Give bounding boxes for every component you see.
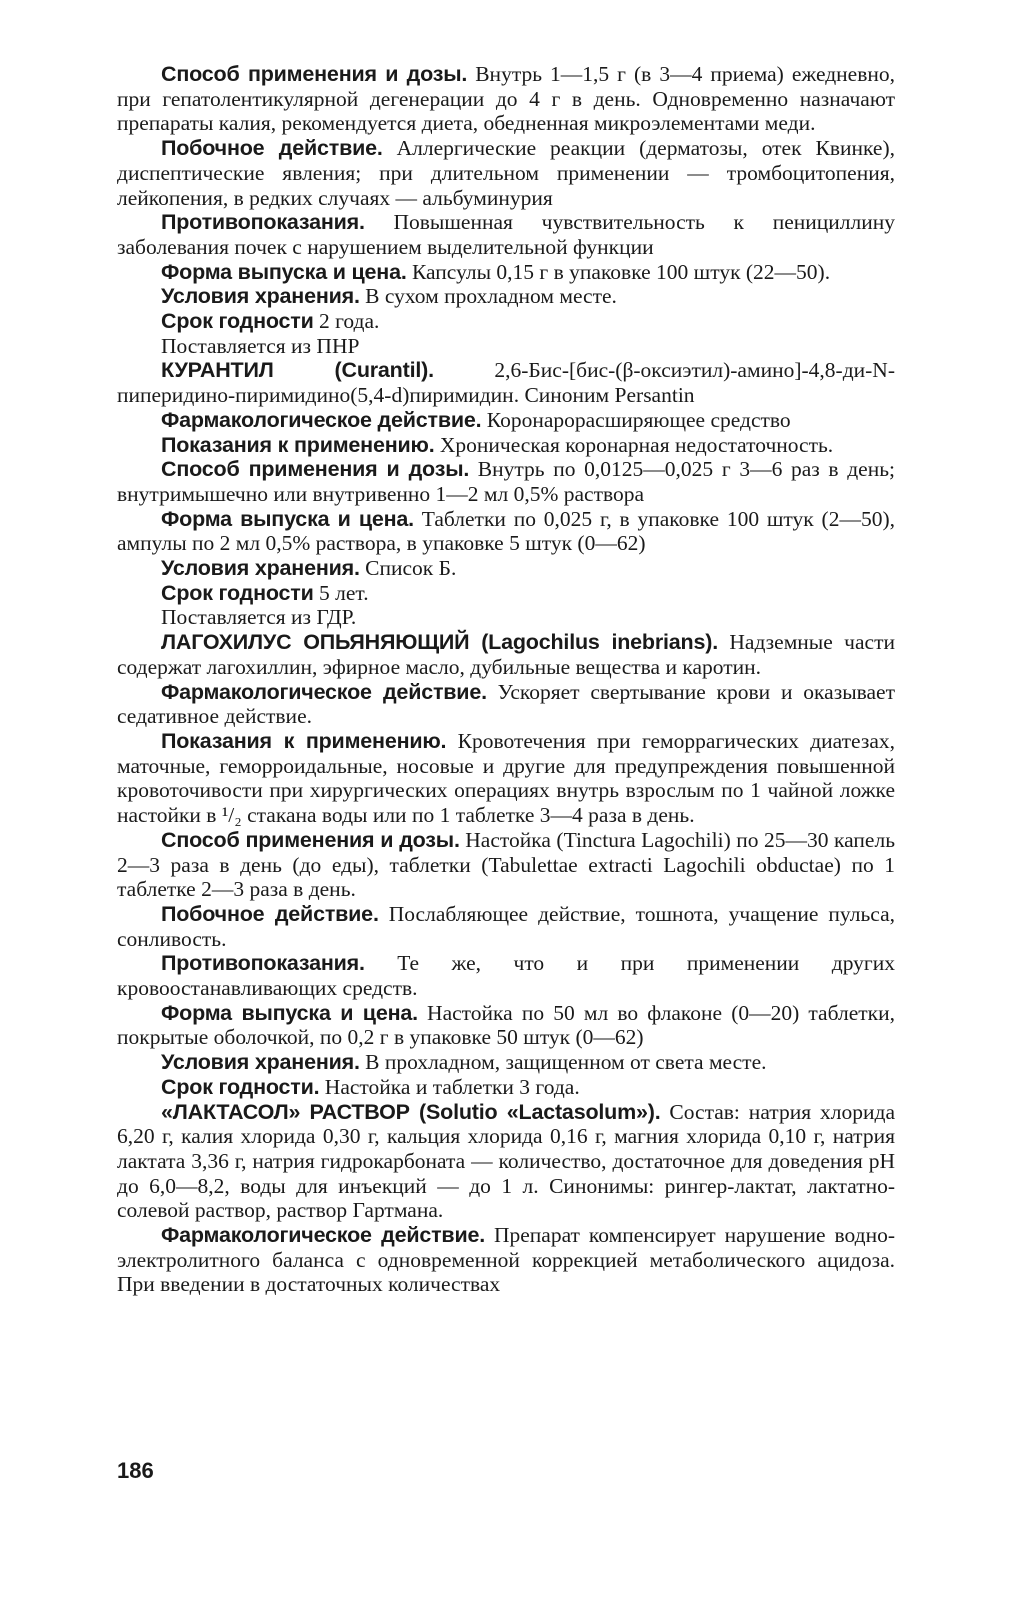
paragraph-heading: Форма выпуска и цена.: [161, 259, 407, 284]
paragraph-text: Внутрь по 0,0125—0,025 г 3—6 раз в день; внутримышечно или внутривенно 1—2 мл 0,5% раствора: [117, 457, 896, 506]
paragraph-text: Ускоряет свертывание крови и оказывает седативное действие.: [117, 679, 895, 729]
paragraph-text: Послабляющее действие, тошнота, учащение пульса, сонливость.: [117, 901, 895, 951]
paragraph: [117, 136, 895, 210]
paragraph-text: Коронарорасширяющее средство: [481, 407, 791, 432]
paragraph-text: Хроническая коронарная недостаточность.: [434, 432, 834, 457]
paragraph: [117, 1050, 895, 1075]
paragraph: [117, 457, 895, 506]
paragraph-heading: Способ применения и дозы.: [161, 457, 470, 482]
paragraph-heading: Фармакологическое действие.: [161, 679, 487, 704]
paragraph: [117, 309, 895, 334]
paragraph: [117, 260, 895, 285]
paragraph: [117, 507, 895, 556]
paragraph-heading: Способ применения и дозы.: [161, 62, 468, 86]
text-column: [117, 62, 895, 1297]
paragraph: [117, 284, 895, 309]
paragraph-heading: Показания к применению.: [161, 432, 435, 457]
paragraph-text: В сухом прохладном месте.: [359, 284, 617, 309]
paragraph-text: Поставляется из ГДР.: [161, 605, 357, 630]
paragraph-text: Аллергические реакции (дерматозы, отек Квинке), диспептические явления; при длительном применении — тромбоцитопения, лейкопения, в редких случаях — альбуминурия: [117, 136, 895, 210]
paragraph-text: Кровотечения при геморрагических диатезах, маточные, геморроидальные, носовые и другие для предупреждения повышенной кровоточивости при хирургических операциях внутрь взрослым по 1 чайной ложке настойки в ¹/₂ стакана воды или по 1 таблетке 3—4 раза в день.: [117, 728, 895, 828]
paragraph: [117, 433, 895, 458]
paragraph-text: Те же, что и при применении других кровоостанавливающих средств.: [117, 951, 895, 1001]
paragraph-heading: Противопоказания.: [161, 951, 365, 976]
paragraph-text: Капсулы 0,15 г в упаковке 100 штук (22—50).: [406, 259, 831, 284]
paragraph-text: Поставляется из ПНР: [161, 333, 360, 358]
paragraph: [117, 605, 895, 630]
paragraph-text: Внутрь 1—1,5 г (в 3—4 приема) ежедневно, при гепатолентикулярной дегенерации до 4 г в день. Одновременно назначают препараты калия, рекомендуется диета, обедненная микроэлементами меди.: [117, 62, 895, 136]
paragraph-text: Повышенная чувствительность к пенициллину заболевания почек с нарушением выделительной функции: [117, 210, 895, 259]
paragraph-text: Настойка и таблетки 3 года.: [319, 1074, 580, 1099]
paragraph-heading: Форма выпуска и цена.: [161, 506, 414, 531]
paragraph-heading: «ЛАКТАСОЛ» РАСТВОР (Solutio «Lactasolum»).: [161, 1099, 661, 1124]
paragraph-heading: Форма выпуска и цена.: [161, 1000, 418, 1025]
paragraph-heading: Условия хранения.: [161, 556, 360, 581]
paragraph: [117, 210, 895, 259]
paragraph-heading: КУРАНТИЛ (Curantil).: [161, 358, 434, 383]
paragraph-heading: Противопоказания.: [161, 210, 365, 235]
paragraph-heading: Срок годности.: [161, 1074, 320, 1099]
paragraph-heading: Способ применения и дозы.: [161, 827, 460, 852]
paragraph: [117, 358, 895, 407]
paragraph: [117, 1223, 895, 1297]
paragraph-text: Таблетки по 0,025 г, в упаковке 100 штук (2—50), ампулы по 2 мл 0,5% раствора, в упаковке 5 штук (0—62): [117, 506, 896, 556]
paragraph: [117, 680, 895, 729]
paragraph: [117, 556, 895, 581]
paragraph: [117, 334, 895, 359]
paragraph-text: Надземные части содержат лагохиллин, эфирное масло, дубильные вещества и каротин.: [117, 630, 895, 679]
paragraph-heading: Побочное действие.: [161, 136, 383, 161]
paragraph: [117, 62, 895, 136]
paragraph-heading: Срок годности: [161, 580, 314, 605]
paragraph: [117, 828, 895, 902]
paragraph-text: В прохладном, защищенном от света месте.: [359, 1050, 767, 1075]
paragraph-text: Настойка по 50 мл во флаконе (0—20) таблетки, покрытые оболочкой, по 0,2 г в упаковке 50 штук (0—62): [117, 1000, 895, 1050]
paragraph-heading: Показания к применению.: [161, 728, 447, 753]
paragraph-heading: ЛАГОХИЛУС ОПЬЯНЯЮЩИЙ (Lagochilus inebrians).: [161, 630, 718, 655]
page-number: 186: [117, 1458, 154, 1483]
paragraph: [117, 1001, 895, 1050]
paragraph: [117, 1100, 895, 1224]
paragraph-heading: Побочное действие.: [161, 901, 379, 926]
paragraph: [117, 581, 895, 606]
paragraph: [117, 729, 895, 828]
paragraph-heading: Фармакологическое действие.: [161, 407, 482, 432]
paragraph-text: 2 года.: [313, 309, 380, 334]
paragraph-text: Состав: натрия хлорида 6,20 г, калия хлорида 0,30 г, кальция хлорида 0,16 г, магния хлорида 0,10 г, натрия лактата 3,36 г, натрия гидрокарбоната — количество, достаточное для доведения pH до 6,0—8,2, воды для инъекций — до 1 л. Синонимы: рингер-лактат, лактатно-солевой раствор, раствор Гартмана.: [117, 1099, 895, 1223]
paragraph: [117, 1075, 895, 1100]
paragraph-text: 2,6-Бис-[бис-(β-оксиэтил)-амино]-4,8-ди-N-пиперидино-пиримидино(5,4-d)пиримидин. Синоним Persantin: [117, 358, 895, 408]
paragraph-text: Препарат компенсирует нарушение водно-электролитного баланса с одновременной коррекцией метаболического ацидоза. При введении в достаточных количествах: [117, 1223, 895, 1297]
paragraph-heading: Условия хранения.: [161, 1050, 360, 1075]
paragraph: [117, 951, 895, 1000]
paragraph-heading: Фармакологическое действие.: [161, 1223, 485, 1248]
paragraph-heading: Срок годности: [161, 309, 314, 334]
paragraph-heading: Условия хранения.: [161, 284, 360, 309]
paragraph: [117, 902, 895, 951]
paragraph-text: Список Б.: [359, 556, 457, 581]
paragraph: [117, 408, 895, 433]
paragraph-text: 5 лет.: [313, 580, 369, 605]
paragraph-text: Настойка (Tinctura Lagochili) по 25—30 капель 2—3 раза в день (до еды), таблетки (Tabulettae extracti Lagochili obductae) по 1 таблетке 2—3 раза в день.: [117, 827, 896, 902]
paragraph: [117, 630, 895, 679]
